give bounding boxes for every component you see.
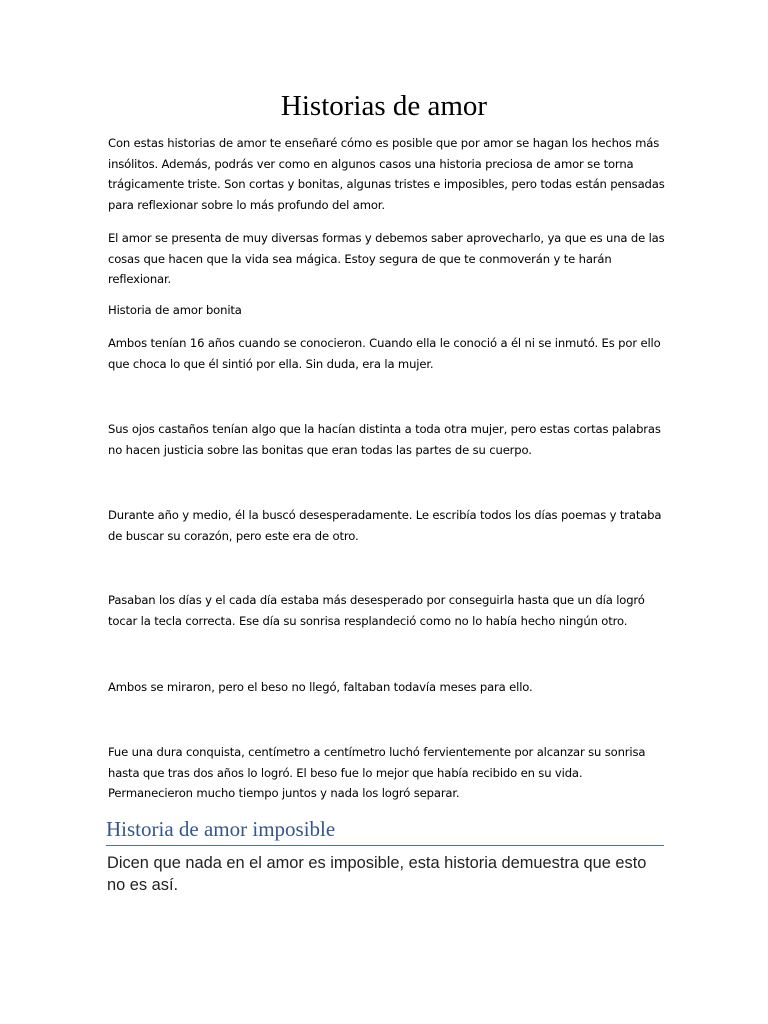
story-paragraph-5: Ambos se miraron, pero el beso no llegó, faltaban todavía meses para ello.	[108, 680, 533, 694]
section-intro: Dicen que nada en el amor es imposible, esta historia demuestra que esto no es así.	[107, 854, 647, 894]
story-paragraph-3: Durante año y medio, él la buscó desesperadamente. Le escribía todos los días poemas y trataba de buscar su corazón, pero este era de otro.	[108, 508, 662, 543]
intro-paragraph-2: El amor se presenta de muy diversas formas y debemos saber aprovecharlo, ya que es una de las cosas que hacen que la vida sea mágica. Estoy segura de que te conmoverán y te harán reflexionar.	[108, 231, 665, 286]
subheading-historia-bonita: Historia de amor bonita	[108, 303, 242, 317]
story-paragraph-1: Ambos tenían 16 años cuando se conocieron. Cuando ella le conoció a él ni se inmutó. Es por ello que choca lo que él sintió por ella. Sin duda, era la mujer.	[108, 336, 661, 371]
page-title: Historias de amor	[280, 90, 488, 122]
story-paragraph-6: Fue una dura conquista, centímetro a centímetro luchó fervientemente por alcanzar su sonrisa hasta que tras dos años lo logró. El beso fue lo mejor que había recibido en su vida. Permanecieron mucho tiempo juntos y nada los logró separar.	[108, 745, 646, 800]
story-paragraph-2: Sus ojos castaños tenían algo que la hacían distinta a toda otra mujer, pero estas cortas palabras no hacen justicia sobre las bonitas que eran todas las partes de su cuerpo.	[108, 422, 661, 457]
section-heading: Historia de amor imposible	[106, 814, 664, 846]
story-paragraph-4: Pasaban los días y el cada día estaba más desesperado por conseguirla hasta que un día logró tocar la tecla correcta. Ese día su sonrisa resplandeció como no lo había hecho ningún otro.	[108, 593, 645, 628]
intro-paragraph-1: Con estas historias de amor te enseñaré cómo es posible que por amor se hagan los hechos más insólitos. Además, podrás ver como en algunos casos una historia preciosa de amor se torna trágicamente triste. Son cortas y bonitas, algunas tristes e imposibles, pero todas están pensadas para reflexionar sobre lo más profundo del amor.	[108, 136, 665, 212]
